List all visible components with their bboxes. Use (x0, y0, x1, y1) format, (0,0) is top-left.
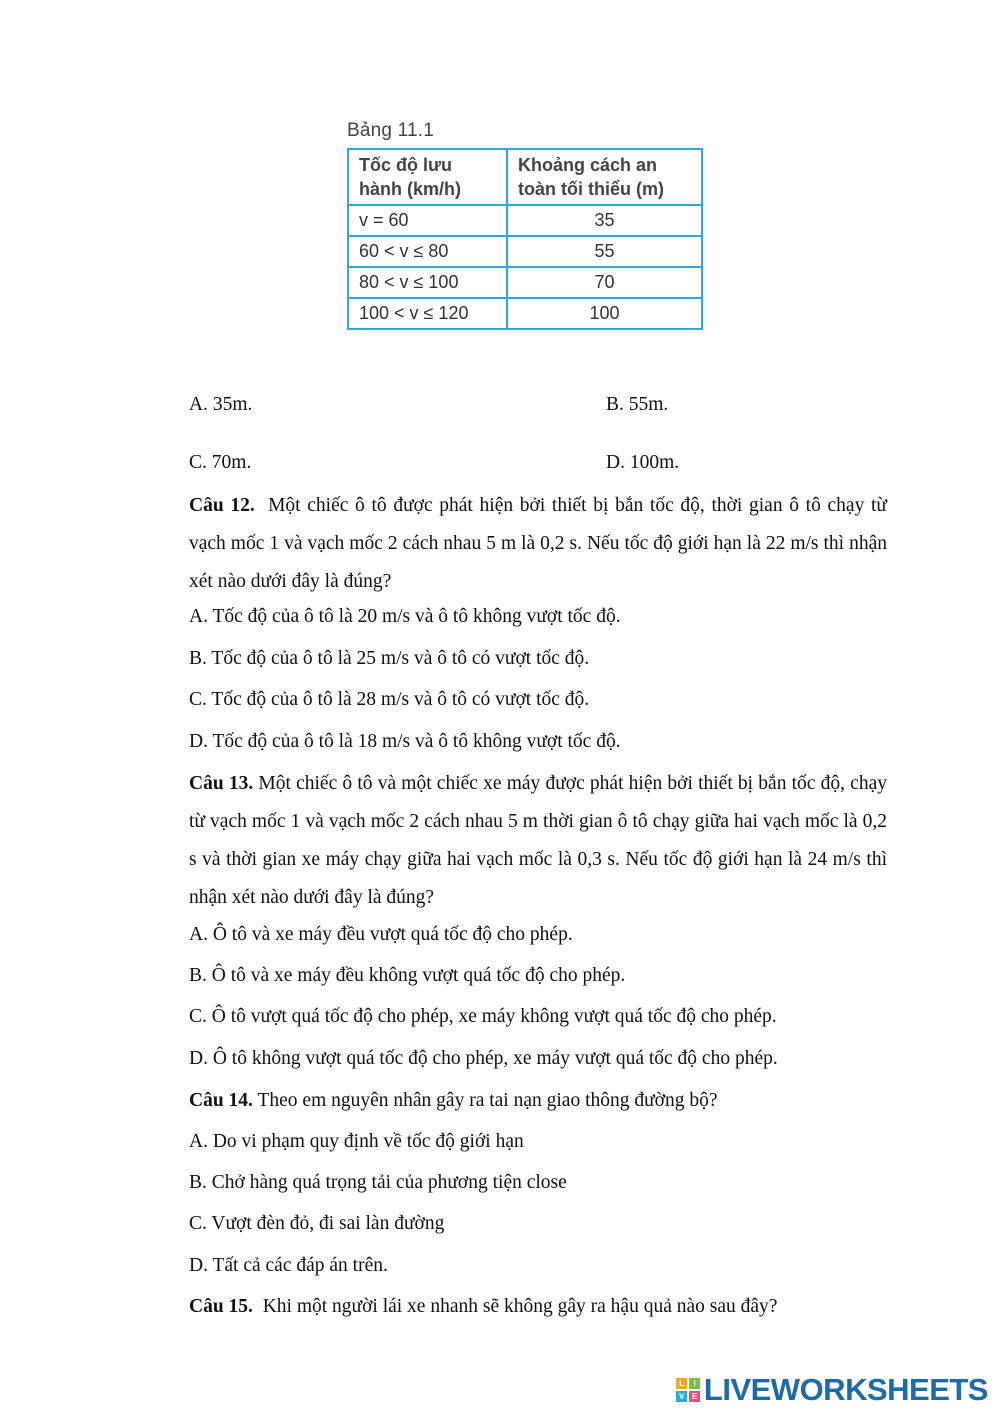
table-row (348, 236, 702, 267)
q15-text: Khi một người lái xe nhanh sẽ không gây ra hậu quả nào sau đây? (262, 1296, 778, 1317)
logo-tile: E (689, 1391, 700, 1402)
q15-label: Câu 15. (189, 1296, 253, 1317)
logo-tile: I (689, 1378, 700, 1389)
q12-question (189, 487, 887, 601)
q12-option-d: D. Tốc độ của ô tô là 18 m/s và ô tô không vượt tốc độ. (189, 731, 621, 752)
q14-question (189, 1090, 718, 1112)
q12-option-a: A. Tốc độ của ô tô là 20 m/s và ô tô không vượt tốc độ. (189, 606, 621, 627)
q11-option-c: C. 70m. (189, 452, 252, 473)
logo-tile: V (676, 1391, 687, 1402)
table-cell-speed: v = 60 (348, 205, 507, 236)
q12-text: Một chiếc ô tô được phát hiện bởi thiết bị bắn tốc độ, thời gian ô tô chạy từ vạch mốc 1 và vạch mốc 2 cách nhau 5 m là 0,2 s. Nếu tốc độ giới hạn là 22 m/s thì nhận xét nào dưới đây là đúng? (189, 495, 887, 592)
q15-question (189, 1296, 777, 1318)
table-header-row (348, 149, 702, 205)
q14-option-b: B. Chở hàng quá trọng tải của phương tiện close (189, 1172, 567, 1193)
logo-tile: L (676, 1378, 687, 1389)
table-cell-speed: 100 < v ≤ 120 (348, 298, 507, 329)
q12-label: Câu 12. (189, 495, 255, 516)
table-cell-distance: 100 (507, 298, 702, 329)
q13-option-d: D. Ô tô không vượt quá tốc độ cho phép, xe máy vượt quá tốc độ cho phép. (189, 1048, 778, 1069)
table-cell-distance: 35 (507, 205, 702, 236)
q13-question (189, 765, 887, 917)
table-cell-distance: 70 (507, 267, 702, 298)
q13-option-c: C. Ô tô vượt quá tốc độ cho phép, xe máy không vượt quá tốc độ cho phép. (189, 1006, 777, 1027)
table-caption: Bảng 11.1 (347, 120, 435, 141)
q12-option-b: B. Tốc độ của ô tô là 25 m/s và ô tô có vượt tốc độ. (189, 648, 590, 669)
q11-option-a: A. 35m. (189, 394, 253, 415)
q14-option-d: D. Tất cả các đáp án trên. (189, 1255, 388, 1276)
table-row (348, 205, 702, 236)
table-cell-distance: 55 (507, 236, 702, 267)
q14-text: Theo em nguyên nhân gây ra tai nạn giao thông đường bộ? (257, 1090, 718, 1111)
q13-option-b: B. Ô tô và xe máy đều không vượt quá tốc độ cho phép. (189, 965, 626, 986)
q11-option-d: D. 100m. (606, 452, 680, 473)
liveworksheets-wordmark: LIVEWORKSHEETS (703, 1372, 988, 1407)
q13-label: Câu 13. (189, 773, 254, 794)
q14-option-c: C. Vượt đèn đỏ, đi sai làn đường (189, 1213, 445, 1234)
q14-option-a: A. Do vi phạm quy định về tốc độ giới hạn (189, 1131, 524, 1152)
q13-text: Một chiếc ô tô và một chiếc xe máy được phát hiện bởi thiết bị bắn tốc độ, chạy từ vạch mốc 1 và vạch mốc 2 cách nhau 5 m thời gian ô tô chạy giữa hai vạch mốc là 0,2 s và thời gian xe máy chạy giữa hai vạch mốc là 0,3 s. Nếu tốc độ giới hạn là 24 m/s thì nhận xét nào dưới đây là đúng? (189, 773, 887, 908)
table-header-distance: Khoảng cách an toàn tối thiểu (m) (507, 149, 702, 205)
liveworksheets-logo-icon (676, 1378, 700, 1402)
q13-option-a: A. Ô tô và xe máy đều vượt quá tốc độ cho phép. (189, 924, 573, 945)
q14-label: Câu 14. (189, 1090, 253, 1111)
speed-table-block (347, 120, 707, 330)
table-cell-speed: 60 < v ≤ 80 (348, 236, 507, 267)
q11-option-b: B. 55m. (606, 394, 669, 415)
table-cell-speed: 80 < v ≤ 100 (348, 267, 507, 298)
liveworksheets-logo[interactable] (676, 1372, 988, 1408)
table-header-speed: Tốc độ lưu hành (km/h) (348, 149, 507, 205)
table-row (348, 298, 702, 329)
q12-option-c: C. Tốc độ của ô tô là 28 m/s và ô tô có vượt tốc độ. (189, 689, 590, 710)
table-row (348, 267, 702, 298)
speed-distance-table (347, 148, 703, 330)
